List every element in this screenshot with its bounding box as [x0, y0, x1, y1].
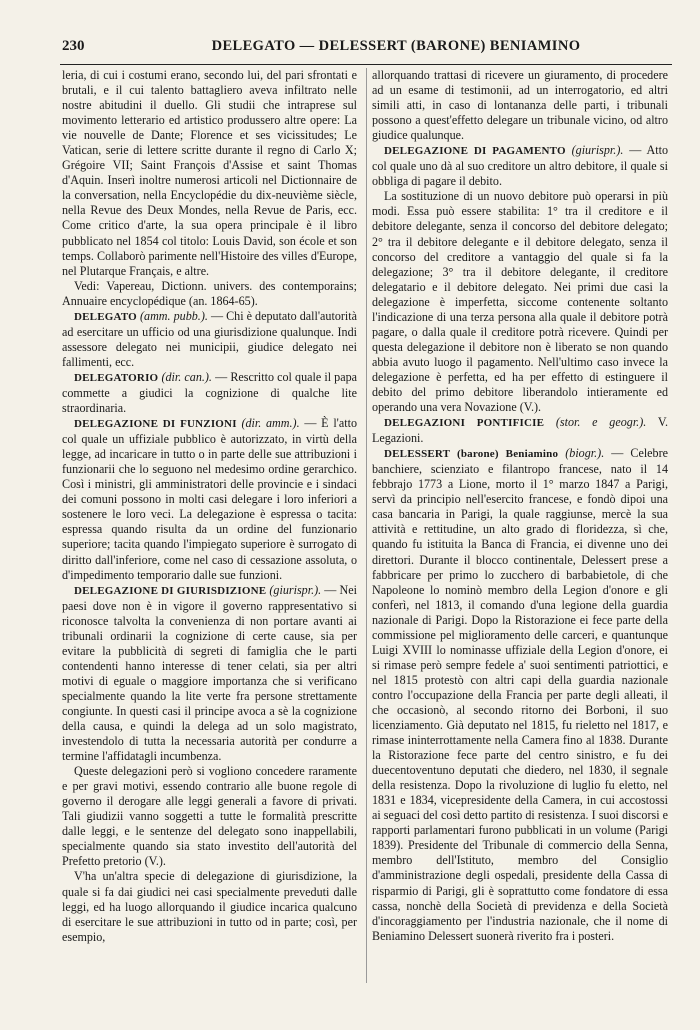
entry-abbreviation: (dir. can.). [161, 369, 212, 384]
entry-headword: DELESSERT (barone) Beniamino [384, 448, 559, 461]
entry-headword: DELEGAZIONE DI GIURISDIZIONE [74, 584, 267, 597]
page-number: 230 [62, 38, 85, 54]
running-title: DELEGATO — DELESSERT (BARONE) BENIAMINO [211, 38, 581, 54]
entry-headword: DELEGATO [74, 310, 137, 323]
left-column [62, 68, 357, 988]
entry-abbreviation: (dir. amm.). [241, 416, 300, 431]
entry-text: — È l'atto col quale un uffiziale pubblico è autorizzato, in virtù della legge, ad incaricare in tutto o in parte delle sue attribuzioni i funzionarii che lo seguono nel medesimo ordine gerarchico. Così i ministri, gli amministratori delle provincie e i sindaci dei comuni possono in molti casi delegare i loro inferiori a sostenere le loro veci. La delegazione è espressa o tacita: espressa quando risulta da un ordine del funzionario superiore; tacita quando l'impiegato superiore è surrogato di diritto dall'inferiore, come nel caso di cessazione assoluta, o d'impedimento temporario dalle sue funzioni. [62, 416, 357, 582]
paragraph: La sostituzione di un nuovo debitore può operarsi in più modi. Essa può essere stabilita: 1° tra il creditore e il debitore delegante, senza il concorso del debitore delegato; 2° tra il debitore delegante e il debitore delegato, senza il concorso del creditore a vantaggio del quale si fa la delegazione; 3° tra il debitore delegante, il creditore delegatario e il debitore delegato. Nei primi due casi la delegazione è imperfetta, siccome contenente soltanto l'indicazione di una terza persona alla quale il debitore potrà pagare, o dalla quale il creditore potrà ricevere. Quindi per questa delegazione il debitore non è liberato se non quando abbia avuto luogo il pagamento. Nell'ultimo caso invece la delegazione è perfetta, ed ha per effetto di estinguere il debito del primo debitore liberandolo intieramente ed operando una vera Novazione (V.). [372, 189, 668, 415]
entry-abbreviation: (giurispr.). [269, 582, 322, 597]
entry-text: — Atto col quale uno dà al suo creditore un altro debitore, il quale si obbliga di pagare il debito. [372, 143, 668, 189]
paragraph: leria, di cui i costumi erano, secondo lui, del pari sfrontati e brutali, e il cui talento battagliero aveva infiltrato nelle nostre abitudini il duello. Gli studii che intraprese sul movimento letterario ed artistico produssero altre opere: La vie nouvelle de Dante; Florence et ses vicissitudes; Le Vatican, serie di lettere scritte durante il regno di Carlo X; Grégoire VII; Saint François d'Assise et saint Thomas d'Aquin. Inserì inoltre numerosi articoli nel Dictionnaire de la conversation, nella Encyclopédie du dix-neuvième siècle, nella Revue des Deux Mondes, nella Revue de Paris, ecc. Come critico d'arte, la sua opera principale è il libro pubblicato nel 1854 col titolo: Louis David, son école et son temps. Collaborò parimente nell'Histoire des villes d'Europe, nel Plutarque Français, e altre. [62, 68, 357, 278]
paragraph: Queste delegazioni però si vogliono concedere raramente e per gravi motivi, essendo contrario alle buone regole di governo il derogare alle leggi generali a favore di privati. Tali giudizii vanno soggetti a tutte le formalità prescritte dalle leggi, e le sentenze del delegato sono inappellabili, specialmente quando sia stato investito dell'autorità del Prefetto pretorio (V.). [62, 764, 357, 869]
entry-abbreviation: (giurispr.). [571, 143, 624, 158]
header-rule [60, 64, 672, 65]
entry-abbreviation: (amm. pubb.). [140, 308, 208, 323]
right-column [372, 68, 668, 988]
entry-headword: DELEGAZIONI PONTIFICIE [384, 417, 545, 430]
paragraph: Vedi: Vapereau, Dictionn. univers. des contemporains; Annuaire encyclopédique (an. 1864-65). [62, 278, 357, 308]
entry-text: V. Legazioni. [372, 415, 668, 446]
dictionary-entry-delegatorio [62, 370, 357, 416]
dictionary-entry-delegazioni-pontificie [372, 415, 668, 446]
entry-abbreviation: (stor. e geogr.). [555, 415, 647, 430]
dictionary-entry-delessert [372, 446, 668, 944]
entry-text: — Chi è deputato dall'autorità ad esercitare un ufficio od una giurisdizione qualunque. Indi assessore delegato nei municipii, giudice delegato nei fallimenti, ecc. [62, 308, 357, 369]
dictionary-entry-delegazione-di-funzioni [62, 416, 357, 583]
entry-abbreviation: (biogr.). [565, 446, 605, 461]
dictionary-entry-delegato [62, 309, 357, 370]
entry-headword: DELEGAZIONE DI PAGAMENTO [384, 145, 566, 158]
entry-headword: DELEGATORIO [74, 371, 159, 384]
dictionary-entry-delegazione-di-pagamento [372, 143, 668, 189]
column-separator [366, 68, 367, 983]
entry-text: — Celebre banchiere, scienziato e filantropo francese, nato il 14 febbrajo 1773 a Lione, morto il 1° marzo 1847 a Parigi, servì da principio nell'esercito francese, e fondò dipoi una casa bancaria in Parigi, la quale raggiunse, mercè la sua attività e rettitudine, un alto grado di floridezza, sì che, quando fu istituita la Banca di Francia, ei divenne uno dei direttori. Durante il blocco continentale, Delessert prese a fabbricare per primo lo zucchero di barbabietole, di che Napoleone lo nominò membro della Legion d'onore e gli conferì, nel 1813, il comando d'una legione della guardia nazionale di Parigi. Dopo la Ristorazione ei fece parte della commissione pel miglioramento delle carceri, e quantunque Luigi XVIII lo nominasse uffiziale della Legion d'onore, ei si rimase però sempre fedele a' suoi sentimenti patriottici, e nel 1815 protestò con altri capi della guardia nazionale contro l'occupazione della Francia per parte degli alleati, il che occasionò, al secondo ritorno dei Borboni, il suo licenziamento. Già deputato nel 1815, fu rieletto nel 1817, e rimase ininterrottamente nella Camera fino al 1838. Durante la Ristorazione fece parte del centro sinistro, e fu dei duecentoventuno deputati che diedero, nel 1830, il segnale della resistenza. Dopo la rivoluzione di luglio fu eletto, nel 1831 e 1834, vicepresidente della Camera, in cui accostossi ai seguaci del così detto partito di resistenza. I suoi discorsi e rapporti parlamentari furono pubblicati in un volume (Parigi 1839). Presidente del Tribunale di commercio della Senna, membro dell'Istituto, membro del Consiglio d'amministrazione degli ospedali, presidente della Cassa di risparmio di Parigi, gli è soprattutto come fondatore di essa cassa, nonchè della Società di previdenza e della Società d'incoraggiamento per l'industria nazionale, che il nome di Beniamino Delessert suonerà riverito fra i posteri. [372, 446, 668, 943]
paragraph: allorquando trattasi di ricevere un giuramento, di procedere ad un esame di testimonii, ad un interrogatorio, ed altri simili atti, in caso di lontananza delle parti, i tribunali possono a quest'effetto delegare un tribunale vicino, od altro giudice qualunque. [372, 68, 668, 143]
dictionary-entry-delegazione-di-giurisdizione [62, 583, 357, 765]
paragraph: V'ha un'altra specie di delegazione di giurisdizione, la quale si fa dai giudici nei casi specialmente preveduti dalle leggi, ed ha luogo allorquando il giudice incarica qualcuno di esercitare le sue attribuzioni in tutto od in parte; così, per esempio, [62, 869, 357, 944]
page-header [62, 38, 670, 60]
entry-headword: DELEGAZIONE DI FUNZIONI [74, 418, 237, 431]
entry-text: — Rescritto col quale il papa commette a giudici la cognizione di qualche lite straordinaria. [62, 369, 357, 416]
entry-text: — Nei paesi dove non è in vigore il governo rappresentativo si riconosce talvolta la convenienza di non portare avanti ai tribunali ordinarii la cognizione di certe cause, sia per evitare la pubblicità di segreti di famiglia che le parti contendenti hanno interesse di tener celati, sia per altri motivi di eguale o maggiore importanza che si verificano specialmente quando la lite verte fra persone strettamente congiunte. In questi casi il principe avoca a sè la cognizione della causa, e quindi la delega ad un solo magistrato, investendolo di tutta la necessaria autorità per condurre a termine l'affidatagli incumbenza. [62, 582, 357, 764]
